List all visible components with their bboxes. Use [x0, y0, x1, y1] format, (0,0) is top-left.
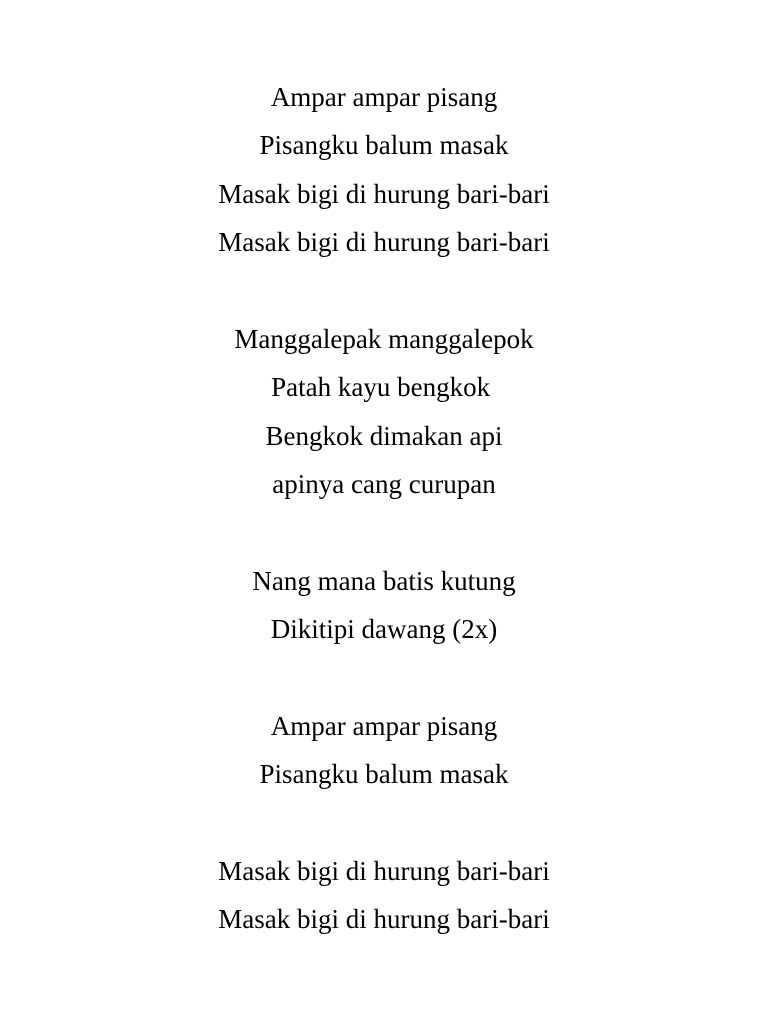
lyric-line: Nang mana batis kutung	[252, 566, 516, 596]
lyric-line: Masak bigi di hurung bari-bari	[218, 227, 550, 257]
lyric-line: Ampar ampar pisang	[270, 82, 498, 112]
lyric-line: Masak bigi di hurung bari-bari	[218, 179, 550, 209]
lyric-line: Patah kayu bengkok	[271, 372, 497, 402]
lyric-line: Bengkok dimakan api	[265, 421, 503, 451]
lyric-line: Masak bigi di hurung bari-bari	[218, 856, 550, 886]
lyric-line: Pisangku balum masak	[259, 130, 509, 160]
lyric-line: apinya cang curupan	[272, 469, 496, 499]
lyric-line: Dikitipi dawang (2x)	[270, 614, 498, 644]
lyric-line: Pisangku balum masak	[259, 759, 509, 789]
lyric-line: Ampar ampar pisang	[270, 711, 498, 741]
lyric-line: Masak bigi di hurung bari-bari	[218, 904, 550, 934]
lyric-line: Manggalepak manggalepok	[234, 324, 534, 354]
